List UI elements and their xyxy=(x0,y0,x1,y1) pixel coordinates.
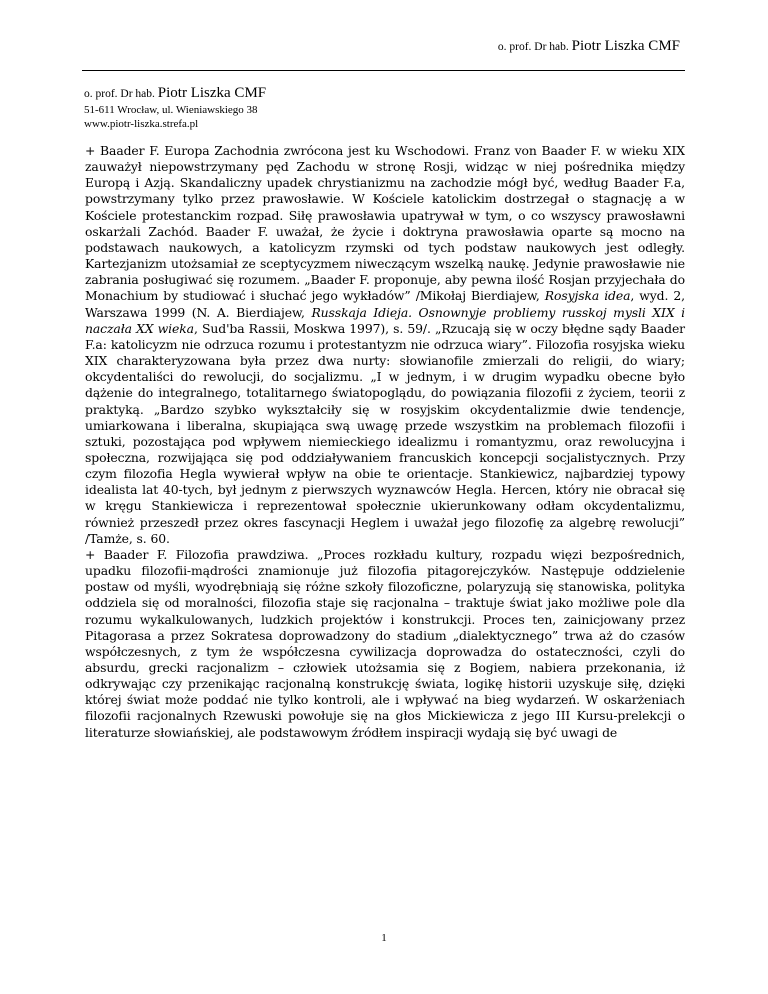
p1-title-russkaja-idieja: Russkaja Idieja. Osnownyje probliemy russkoj mysli XIX i naczała XX wieka xyxy=(85,304,685,336)
author-prefix: o. prof. Dr hab. xyxy=(84,88,158,100)
p1-text-c: , wyd. 2, Warszawa 1999 (N. A. Bierdiajew, xyxy=(85,288,686,320)
author-block xyxy=(84,84,266,131)
running-header xyxy=(498,38,680,55)
paragraph-baader-east xyxy=(85,143,685,547)
p1-text-e: , Sud'ba Rassii, Moskwa 1997), s. 59/. „Rzucają się w oczy błędne sądy Baader F.a: katolicyzm nie odrzuca rozumu i protestantyzm nie odrzuca wiary”. Filozofia rosyjska wieku XIX charakteryzowana była przez dwa nurty: słowianofile zmierzali do religii, do wiary; okcydentaliści do rewolucji, do socjalizmu. „I w jednym, i w drugim wypadku obecne było dążenie do integralnego, totalitarnego światopoglądu, do powiązania filozofii z życiem, teorii z praktyką. „Bardzo szybko wykształciły się w rosyjskim okcydentalizmie dwie tendencje, umiarkowana i liberalna, skupiająca swą uwagę przede wszystkim na problemach filozofii i sztuki, pozostająca pod wpływem niemieckiego idealizmu i romantyzmu, oraz rewolucyjna i społeczna, rozwijająca się pod oddziaływaniem francuskich koncepcji socjalistycznych. Przy czym filozofia Hegla wywierał wpływ na obie te orientacje. Stankiewicz, najbardziej typowy idealista lat 40-tych, był jednym z pierwszych wyznawców Hegla. Hercen, który nie obracał się w kręgu Stankiewicza i reprezentował społecznie ukierunkowany odłam okcydentalizmu, również przeszedł przez okres fascynacji Heglem i uważał jego filozofię za algebrę rewolucji” /Tamże, s. 60. xyxy=(85,320,685,546)
document-body xyxy=(85,143,685,741)
running-header-prefix: o. prof. Dr hab. xyxy=(497,41,572,53)
author-website: www.piotr-liszka.strefa.pl xyxy=(84,118,199,130)
p1-title-rosyjska-idea: Rosyjska idea xyxy=(544,288,631,304)
paragraph-baader-philosophy: + Baader F. Filozofia prawdziwa. „Proces rozkładu kultury, rozpadu więzi bezpośrednich, upadku filozofii-mądrości znamionuje już filozofia pitagorejczyków. Następuje oddzielenie postaw od myśli, wyodrębniają się różne szkoły filozoficzne, polaryzują się stanowiska, polityka oddziela się od moralności, filozofia staje się racjonalna – traktuje świat jako możliwe pole dla rozumu wykalkulowanych, ludzkich projektów i konstrukcji. Proces ten, zainicjowany przez Pitagorasa a przez Sokratesa doprowadzony do stadium „dialektycznego” trwa aż do czasów współczesnych, z tym że współczesna cywilizacja doprowadza do ostateczności, czyli do absurdu, grecki racjonalizm – człowiek utożsamia się z Bogiem, nabiera przekonania, iż odkrywając czy przenikając racjonalną konstrukcję świata, logikę historii uzyskuje siłę, dzięki której świat może poddać nie tylko kontroli, ale i wpływać na bieg wydarzeń. W oskarżeniach filozofii racjonalnych Rzewuski powołuje się na głos Mickiewicza z jego III Kursu-prelekcji o literaturze słowiańskiej, ale podstawowym źródłem inspiracji wydają się być uwagi de xyxy=(85,546,685,740)
author-name-line xyxy=(84,84,266,103)
header-divider xyxy=(82,70,685,71)
running-header-name: Piotr Liszka CMF xyxy=(571,38,680,54)
author-name: Piotr Liszka CMF xyxy=(157,85,267,101)
author-address: 51-611 Wrocław, ul. Wieniawskiego 38 xyxy=(84,104,258,116)
p1-text-a: + Baader F. Europa Zachodnia zwrócona jest ku Wschodowi. Franz von Baader F. w wieku XIX zauważył niepowstrzymany pęd Zachodu w stronę Rosji, widząc w niej pośrednika między Europą i Azją. Skandaliczny upadek chrystianizmu na zachodzie mógł być, według Baader F.a, powstrzymany tylko przez prawosławie. W Kościele katolickim dostrzegał o stagnację a w Kościele protestanckim rozpad. Siłę prawosławia upatrywał w tym, o co wszyscy prawosławni oskarżali Zachód. Baader F. uważał, że życie i doktryna prawosławia oparte są mocno na podstawach naukowych, a katolicyzm rzymski od tych podstaw naukowych jest odległy. Kartezjanizm utożsamiał ze sceptycyzmem niweczącym wszelką naukę. Jedynie prawosławie nie zabrania posługiwać się rozumem. „Baader F. proponuje, aby pewna ilość Rosjan przyjechała do Monachium by studiować i słuchać jego wykładów” /Mikołaj Bierdiajew, xyxy=(85,143,685,304)
page-number: 1 xyxy=(381,932,387,944)
